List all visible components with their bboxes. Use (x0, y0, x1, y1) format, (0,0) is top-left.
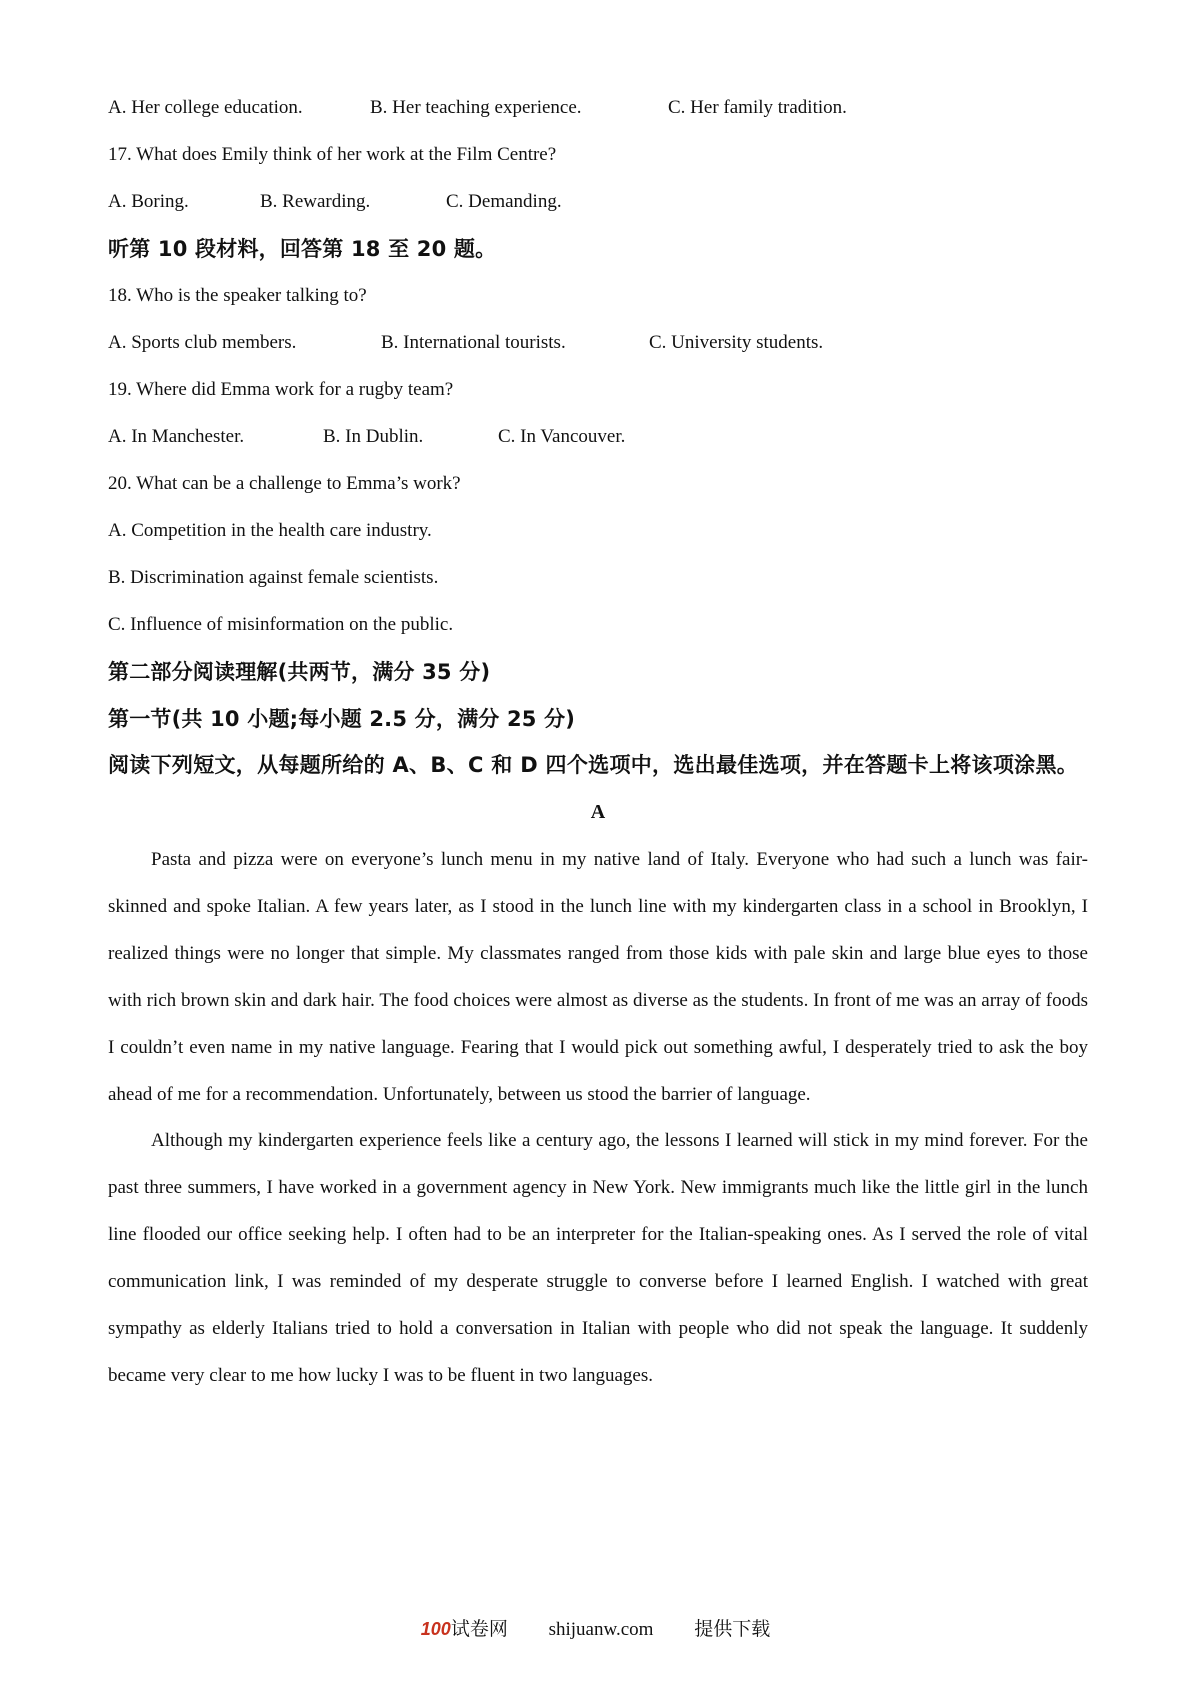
q20-option-b: B. Discrimination against female scientists. (108, 567, 439, 588)
part2-heading: 第二部分阅读理解(共两节，满分 35 分) (108, 660, 491, 684)
q17-options (108, 190, 1088, 214)
section10-heading: 听第 10 段材料，回答第 18 至 20 题。 (108, 237, 497, 261)
q18-options (108, 331, 1088, 355)
q16-option-b: B. Her teaching experience. (370, 97, 582, 118)
q19-question: 19. Where did Emma work for a rugby team? (108, 379, 454, 400)
footer-note: 提供下载 (694, 1619, 771, 1640)
q17-question: 17. What does Emily think of her work at the Film Centre? (108, 144, 557, 165)
q16-option-c: C. Her family tradition. (668, 97, 847, 118)
footer-logo (421, 1614, 508, 1641)
q18-option-c: C. University students. (649, 332, 824, 353)
page-footer (0, 1614, 1191, 1641)
passage-paragraph-2: Although my kindergarten experience feels like a century ago, the lessons I learned will stick in my mind forever. For the past three summers, I have worked in a government agency in New York. New immigrants much like the little girl in the lunch line flooded our office seeking help. I often had to be an interpreter for the Italian-speaking ones. As I served the role of vital communication link, I was reminded of my desperate struggle to converse before I learned English. I watched with great sympathy as elderly Italians tried to hold a conversation in Italian with people who did not speak the language. It suddenly became very clear to me how lucky I was to be fluent in two languages. (108, 1130, 1088, 1386)
q18-question: 18. Who is the speaker talking to? (108, 285, 367, 306)
logo-number: 100 (420, 1619, 451, 1639)
footer-site: shijuanw.com (548, 1619, 654, 1640)
q19-option-a: A. In Manchester. (108, 426, 245, 447)
q17-option-b: B. Rewarding. (260, 191, 371, 212)
q16-options (108, 96, 1088, 120)
q20-option-c: C. Influence of misinformation on the public. (108, 614, 454, 635)
q19-option-b: B. In Dublin. (323, 426, 424, 447)
passage-paragraph-1: Pasta and pizza were on everyone’s lunch menu in my native land of Italy. Everyone who had such a lunch was fair-skinned and spoke Italian. A few years later, as I stood in the lunch line with my kindergarten class in a school in Brooklyn, I realized things were no longer that simple. My classmates ranged from those kids with pale skin and large blue eyes to those with rich brown skin and dark hair. The food choices were almost as diverse as the students. In front of me was an array of foods I couldn’t even name in my native language. Fearing that I would pick out something awful, I desperately tried to ask the boy ahead of me for a recommendation. Unfortunately, between us stood the barrier of language. (108, 849, 1088, 1105)
q18-option-a: A. Sports club members. (108, 332, 297, 353)
logo-text: 试卷网 (450, 1619, 508, 1640)
q17-option-a: A. Boring. (108, 191, 189, 212)
q20-question: 20. What can be a challenge to Emma’s work? (108, 473, 461, 494)
passage-title: A (590, 801, 606, 823)
instructions: 阅读下列短文，从每题所给的 A、B、C 和 D 四个选项中，选出最佳选项，并在答题卡上将该项涂黑。 (108, 753, 1079, 777)
q19-options (108, 425, 1088, 449)
q17-option-c: C. Demanding. (446, 191, 562, 212)
q20-option-a: A. Competition in the health care industry. (108, 520, 432, 541)
q18-option-b: B. International tourists. (381, 332, 566, 353)
section1-heading: 第一节(共 10 小题;每小题 2.5 分，满分 25 分) (108, 707, 576, 731)
q19-option-c: C. In Vancouver. (498, 426, 626, 447)
exam-page (108, 96, 1088, 1399)
q16-option-a: A. Her college education. (108, 97, 303, 118)
